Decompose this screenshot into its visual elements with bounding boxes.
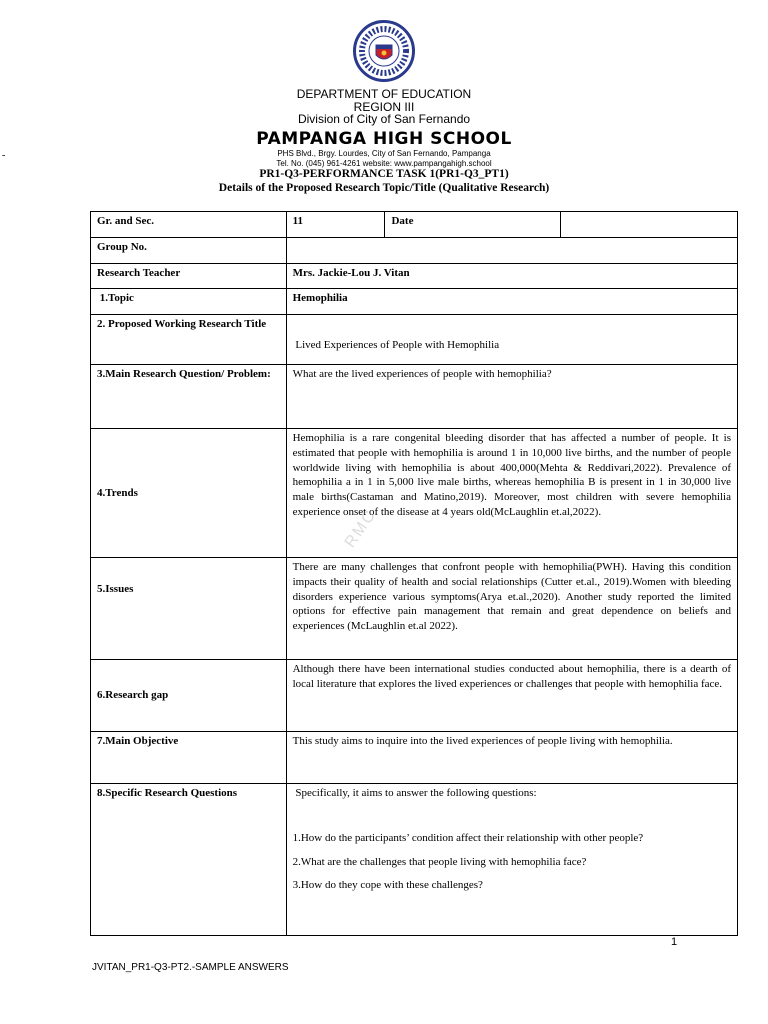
working-title-label: 2. Proposed Working Research Title [91,315,287,365]
gr-sec-value[interactable]: 11 [286,212,385,238]
research-gap-value[interactable]: Although there have been international studies conducted about hemophilia, there is a dearth of local literature that explores the lived experiences or challenges that people with hemophilia face. [286,660,737,732]
row-specific-questions [91,784,738,936]
letterhead [0,20,768,169]
task-heading [0,167,768,195]
group-value[interactable] [286,238,737,264]
specific-question-2: 2.What are the challenges that people living with hemophilia face? [292,855,587,868]
trends-label: 4.Trends [91,429,287,558]
gr-sec-label: Gr. and Sec. [91,212,287,238]
topic-value[interactable]: Hemophilia [286,289,737,315]
task-title: PR1-Q3-PERFORMANCE TASK 1(PR1-Q3_PT1) [259,168,509,180]
deped-seal-icon [353,20,415,82]
issues-value[interactable]: There are many challenges that confront people with hemophilia(PWH). Having this condition impacts their quality of health and social relationships (Cutter et.al., 2019).Women with bleeding disorders experience various symptoms(Arya et.al.,2020). Another study reported the limited options for effective pain management that remain and great dependence on beliefs and experiences (McLaughlin et.al 2022). [286,558,737,660]
main-question-value[interactable]: What are the lived experiences of people with hemophilia? [286,365,737,429]
department-name: DEPARTMENT OF EDUCATION [296,87,472,101]
row-issues [91,558,738,660]
specific-questions-label: 8.Specific Research Questions [91,784,287,936]
school-contact: Tel. No. (045) 961-4261 website: www.pampangahigh.school [276,158,492,168]
row-working-title [91,315,738,365]
trends-value[interactable]: Hemophilia is a rare congenital bleeding disorder that has affected a number of people. It is estimated that people with hemophilia is around 1 in 10,000 live births, and the number of people worldwide living with hemophilia is about 400,000(Mehta & Reddivari,2022). Prevalence of hemophilia a in 1 in 5,000 live male births, whereas hemophilia B is present in 1 in 30,000 live male births(Castaman and Matino,2019). Moreover, most children with severe hemophilia experience onset of the disease at 4 years old(McLaughlin et.al,2022). [286,429,737,558]
date-label: Date [385,212,561,238]
school-name: PAMPANGA HIGH SCHOOL [256,128,512,149]
region-name: REGION III [353,99,415,114]
specific-questions-value[interactable] [286,784,737,936]
working-title-value[interactable]: Lived Experiences of People with Hemophilia [286,315,737,365]
margin-mark: - [2,150,6,161]
row-research-gap [91,660,738,732]
main-question-label: 3.Main Research Question/ Problem: [91,365,287,429]
main-objective-label: 7.Main Objective [91,732,287,784]
topic-label: 1.Topic [91,289,287,315]
row-teacher [91,264,738,289]
task-subtitle: Details of the Proposed Research Topic/Title (Qualitative Research) [218,182,550,194]
date-value[interactable] [561,212,738,238]
row-group [91,238,738,264]
row-main-objective [91,732,738,784]
main-objective-value[interactable]: This study aims to inquire into the lived experiences of people living with hemophilia. [286,732,737,784]
division-name: Division of City of San Fernando [297,112,471,126]
research-form-table [90,211,738,936]
watermark: RMC [341,506,380,551]
teacher-value[interactable]: Mrs. Jackie-Lou J. Vitan [286,264,737,289]
page-number: 1 [671,936,678,948]
specific-questions-intro: Specifically, it aims to answer the following questions: [292,787,537,799]
group-label: Group No. [91,238,287,264]
specific-question-1: 1.How do the participants’ condition affect their relationship with other people? [292,831,644,844]
row-topic [91,289,738,315]
specific-question-3: 3.How do they cope with these challenges? [292,879,483,892]
issues-label: 5.Issues [91,558,287,660]
row-trends [91,429,738,558]
row-main-question [91,365,738,429]
teacher-label: Research Teacher [91,264,287,289]
footer-text: JVITAN_PR1-Q3-PT2.-SAMPLE ANSWERS [92,962,289,973]
school-address: PHS Blvd., Brgy. Lourdes, City of San Fernando, Pampanga [277,148,491,158]
research-gap-label: 6.Research gap [91,660,287,732]
row-grade-section [91,212,738,238]
